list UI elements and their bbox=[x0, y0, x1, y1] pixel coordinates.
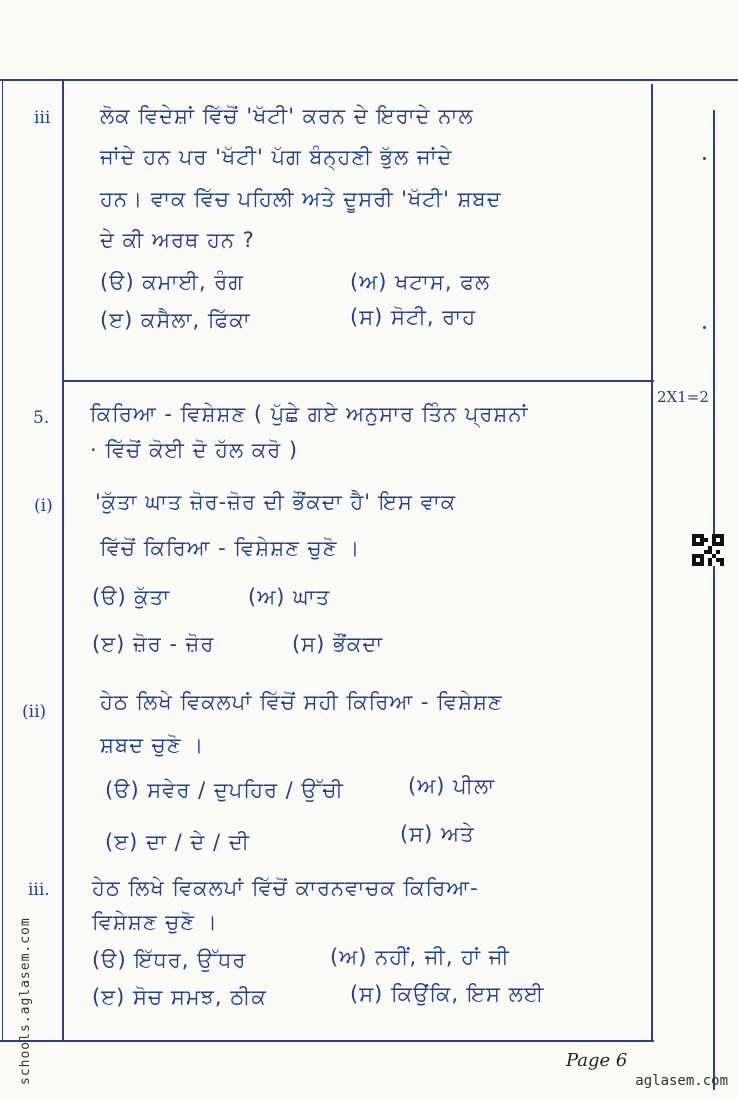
question-text-line: ਹਨ। ਵਾਕ ਵਿੱਚ ਪਹਿਲੀ ਅਤੇ ਦੂਸਰੀ 'ਖੱਟੀ' ਸ਼ਬਦ bbox=[100, 187, 502, 211]
question-text-line: ਜਾਂਦੇ ਹਨ ਪਰ 'ਖੱਟੀ' ਪੱਗ ਬੰਨ੍ਹਣੀ ਭੁੱਲ ਜਾਂਦੇ bbox=[100, 145, 453, 169]
left-edge-line bbox=[2, 80, 3, 1040]
left-margin-line bbox=[62, 80, 64, 1040]
option-b: (ਅ) ਘਾਤ bbox=[248, 585, 331, 609]
side-watermark: schools.aglasem.com bbox=[18, 917, 33, 1085]
question-number: (ii) bbox=[22, 702, 47, 722]
question-text-line: ਹੇਠ ਲਿਖੇ ਵਿਕਲਪਾਂ ਵਿੱਚੋਂ ਕਾਰਨਵਾਚਕ ਕਿਰਿਆ- bbox=[92, 876, 479, 900]
question-number: (i) bbox=[34, 496, 53, 516]
option-a: (ੳ) ਇੱਧਰ, ਉੱਧਰ bbox=[92, 948, 247, 972]
section-divider-line bbox=[62, 380, 654, 382]
question-text-line: ਦੇ ਕੀ ਅਰਥ ਹਨ ? bbox=[100, 228, 255, 252]
qr-code-icon bbox=[692, 534, 724, 566]
question-text-line: ਵਿੱਚੋਂ ਕਿਰਿਆ - ਵਿਸ਼ੇਸ਼ਣ ਚੁਣੋ । bbox=[100, 536, 361, 560]
option-b: (ਅ) ਪੀਲਾ bbox=[408, 774, 496, 798]
option-d: (ਸ) ਭੌਂਕਦਾ bbox=[292, 632, 384, 656]
option-b: (ਅ) ਨਹੀਂ, ਜੀ, ਹਾਂ ਜੀ bbox=[330, 945, 510, 969]
option-a: (ੳ) ਕਮਾਈ, ਰੰਗ bbox=[100, 270, 244, 294]
option-a: (ੳ) ਸਵੇਰ / ਦੁਪਹਿਰ / ਉੱਚੀ bbox=[105, 778, 344, 802]
right-margin-line bbox=[651, 84, 653, 1040]
option-c: (ੲ) ਕਸੈਲਾ, ਫਿੱਕਾ bbox=[100, 308, 251, 332]
question-text-line: · ਵਿੱਚੋਂ ਕੋਈ ਦੋ ਹੱਲ ਕਰੋ ) bbox=[90, 438, 299, 462]
option-c: (ੲ) ਜ਼ੋਰ - ਜ਼ੋਰ bbox=[92, 632, 215, 656]
question-text-line: ਲੋਕ ਵਿਦੇਸ਼ਾਂ ਵਿੱਚੋਂ 'ਖੱਟੀ' ਕਰਨ ਦੇ ਇਰਾਦੇ ਨਾਲ bbox=[100, 104, 474, 128]
margin-dot bbox=[703, 326, 706, 329]
option-d: (ਸ) ਕਿਉਂਕਿ, ਇਸ ਲਈ bbox=[350, 982, 545, 1006]
question-number: 5. bbox=[33, 408, 50, 428]
question-number: iii. bbox=[28, 880, 50, 900]
option-d: (ਸ) ਅਤੇ bbox=[400, 822, 475, 846]
option-c: (ੲ) ਸੋਚ ਸਮਝ, ਠੀਕ bbox=[92, 985, 267, 1009]
question-text-line: 'ਕੁੱਤਾ ਘਾਤ ਜ਼ੋਰ-ਜ਼ੋਰ ਦੀ ਭੌਂਕਦਾ ਹੈ' ਇਸ ਵਾਕ bbox=[95, 490, 457, 514]
option-b: (ਅ) ਖਟਾਸ, ਫਲ bbox=[350, 270, 491, 294]
option-a: (ੳ) ਕੁੱਤਾ bbox=[92, 585, 171, 609]
option-c: (ੲ) ਦਾ / ਦੇ / ਦੀ bbox=[105, 830, 250, 854]
option-d: (ਸ) ਸੋਟੀ, ਰਾਹ bbox=[350, 305, 477, 329]
outer-right-line bbox=[713, 110, 715, 1090]
margin-dot bbox=[703, 157, 706, 160]
top-border-line bbox=[0, 79, 738, 81]
bottom-watermark: aglasem.com bbox=[635, 1073, 728, 1089]
question-text-line: ਸ਼ਬਦ ਚੁਣੋ । bbox=[100, 733, 205, 757]
bottom-border-line bbox=[0, 1040, 654, 1042]
question-text-line: ਕਿਰਿਆ - ਵਿਸ਼ੇਸ਼ਣ ( ਪੁੱਛੇ ਗਏ ਅਨੁਸਾਰ ਤਿੰਨ ਪ੍ਰਸ਼ਨਾਂ bbox=[90, 402, 529, 426]
question-number: iii bbox=[34, 108, 51, 128]
page-number-label: Page 6 bbox=[566, 1050, 628, 1071]
question-text-line: ਵਿਸ਼ੇਸ਼ਣ ਚੁਣੋ । bbox=[92, 910, 218, 934]
marks-allocation: 2X1=2 bbox=[657, 388, 709, 406]
question-text-line: ਹੇਠ ਲਿਖੇ ਵਿਕਲਪਾਂ ਵਿੱਚੋਂ ਸਹੀ ਕਿਰਿਆ - ਵਿਸ਼ੇਸ਼ਣ bbox=[100, 690, 503, 714]
